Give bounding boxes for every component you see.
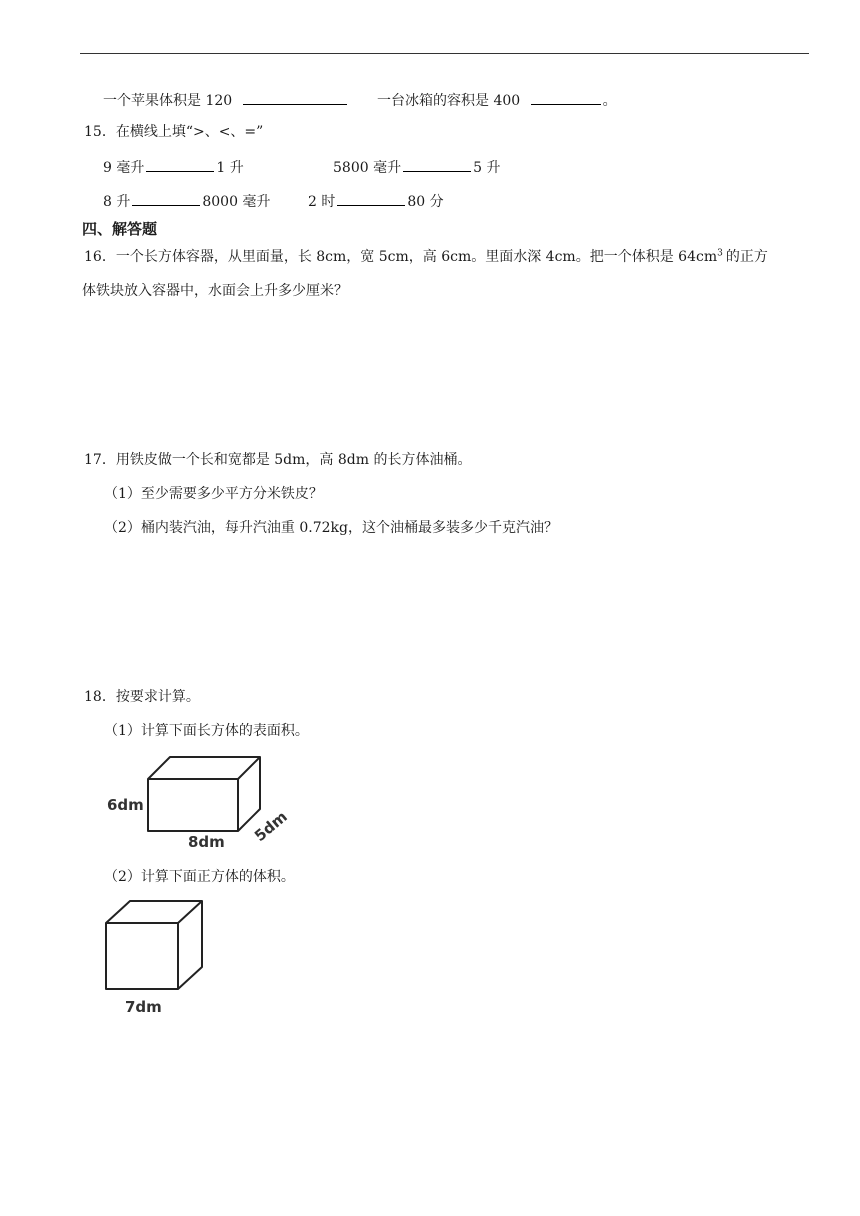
cube-figure [100, 896, 220, 1021]
q15-item-2-right: 5 升 [473, 160, 501, 176]
cuboid-front-face [148, 779, 238, 831]
q15-item-4-blank[interactable] [337, 191, 405, 206]
q15-item-1 [103, 157, 244, 177]
q15-prompt: 15．在横线上填“>、<、=” [84, 124, 264, 140]
q14-fridge-blank[interactable] [531, 90, 601, 105]
q15-item-1-right: 1 升 [216, 160, 244, 176]
q15-item-4 [308, 191, 444, 211]
q14-apple-blank[interactable] [243, 90, 347, 105]
cuboid-height-label: 6dm [107, 796, 144, 814]
q15-item-3-left: 8 升 [103, 194, 131, 210]
q16-line-1-post: 的正方 [725, 249, 768, 265]
cuboid-width-label: 5dm [251, 807, 291, 846]
q15-item-2-blank[interactable] [403, 157, 471, 172]
q17-prompt: 17．用铁皮做一个长和宽都是 5dm，高 8dm 的长方体油桶。 [84, 452, 472, 468]
q14-fridge-line [377, 90, 617, 110]
q16-line-1-pre: 16．一个长方体容器，从里面量，长 8cm，宽 5cm，高 6cm。里面水深 4cm。把一个体积是 64cm [84, 249, 718, 265]
cube-front-face [106, 923, 178, 989]
cuboid-figure [100, 752, 300, 852]
q18-sub-1: （1）计算下面长方体的表面积。 [104, 723, 309, 739]
q18-prompt: 18．按要求计算。 [84, 689, 200, 705]
cuboid-top-face [148, 757, 260, 779]
q15-item-4-left: 2 时 [308, 194, 336, 210]
q15-item-3-right: 8000 毫升 [202, 194, 271, 210]
q17-sub-1: （1）至少需要多少平方分米铁皮？ [104, 486, 323, 502]
q14-fridge-text: 一台冰箱的容积是 400 [377, 93, 521, 109]
q15-item-4-right: 80 分 [407, 194, 444, 210]
q18-sub-2: （2）计算下面正方体的体积。 [104, 869, 295, 885]
q15-item-3-blank[interactable] [132, 191, 200, 206]
q16-line-2: 体铁块放入容器中，水面会上升多少厘米？ [82, 283, 348, 299]
header-rule [80, 53, 809, 54]
q17-sub-2: （2）桶内装汽油，每升汽油重 0.72kg，这个油桶最多装多少千克汽油？ [104, 520, 558, 536]
q16-line-1 [84, 248, 768, 266]
q15-item-1-left: 9 毫升 [103, 160, 145, 176]
q14-apple-line [103, 90, 349, 110]
cube-side-face [178, 901, 202, 989]
q15-item-2-left: 5800 毫升 [333, 160, 402, 176]
q14-end-punct: 。 [602, 93, 617, 109]
cube-top-face [106, 901, 202, 923]
q15-item-2 [333, 157, 500, 177]
cuboid-length-label: 8dm [188, 833, 225, 851]
cube-edge-label: 7dm [125, 998, 162, 1016]
q16-superscript: 3 [717, 248, 723, 259]
q14-apple-text: 一个苹果体积是 120 [103, 93, 233, 109]
q15-item-3 [103, 191, 270, 211]
q15-item-1-blank[interactable] [146, 157, 214, 172]
section-heading: 四、解答题 [82, 220, 158, 238]
